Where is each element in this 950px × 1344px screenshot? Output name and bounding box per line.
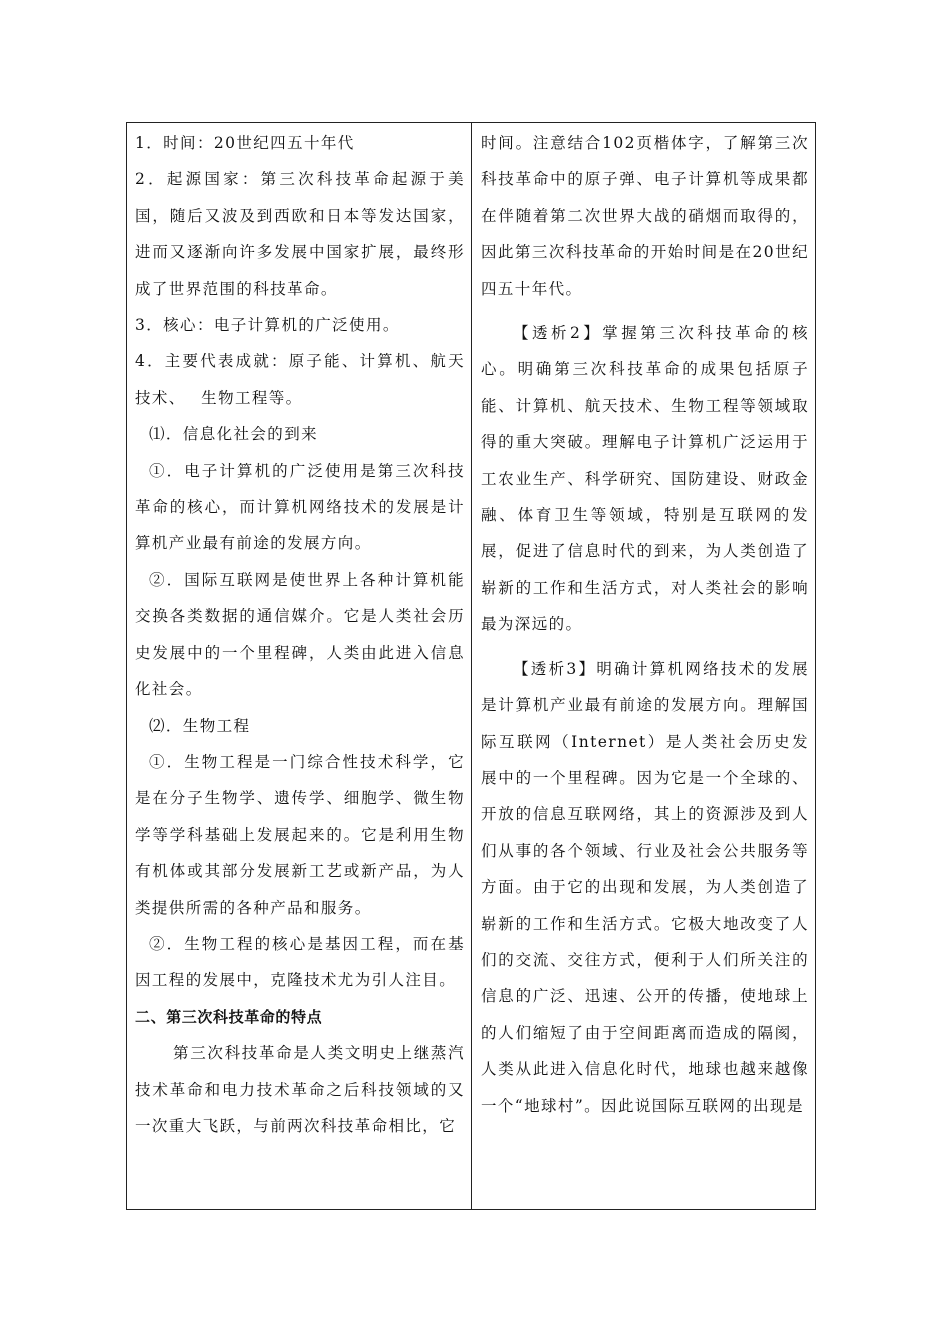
time-item: 1．时间：20世纪四五十年代	[135, 134, 355, 152]
time-analysis-paragraph: 时间。注意结合102页楷体字，了解第三次科技革命中的原子弹、电子计算机等成果都在伴随着第二次世界大战的硝烟而取得的，因此第三次科技革命的开始时间是在20世纪四五十年代。	[481, 134, 809, 298]
content-table	[126, 122, 816, 1210]
computer-paragraph: ①．电子计算机的广泛使用是第三次科技革命的核心，而计算机网络技术的发展是计算机产业最有前途的发展方向。	[135, 461, 465, 553]
left-column	[135, 125, 465, 1144]
gene-engineering-paragraph: ②．生物工程的核心是基因工程，而在基因工程的发展中，克隆技术尤为引人注目。	[135, 934, 465, 990]
origin-country-item: 2．起源国家：第三次科技革命起源于美国，随后又波及到西欧和日本等发达国家，进而又逐渐向许多发展中国家扩展，最终形成了世界范围的科技革命。	[135, 170, 465, 298]
column-divider	[471, 123, 472, 1209]
section-heading: 二、第三次科技革命的特点	[135, 1007, 323, 1026]
core-item: 3．核心：电子计算机的广泛使用。	[135, 316, 400, 335]
analysis-3-paragraph: 【透析3】明确计算机网络技术的发展是计算机产业最有前途的发展方向。理解国际互联网（Internet）是人类社会历史发展中的一个里程碑。因为它是一个全球的、开放的信息互联网络，其上的资源涉及到人们从事的各个领域、行业及社会公共服务等方面。由于它的出现和发展，为人类创造了崭新的工作和生活方式。它极大地改变了人们的交流、交往方式，便利于人们所关注的信息的广泛、迅速、公开的传播，使地球上的人们缩短了由于空间距离而造成的隔阂，人类从此进入信息化时代，地球也越来越像一个“地球村”。因此说国际互联网的出现是	[481, 659, 809, 1115]
characteristics-paragraph: 第三次科技革命是人类文明史上继蒸汽技术革命和电力技术革命之后科技领域的又一次重大飞跃，与前两次科技革命相比，它	[135, 1044, 465, 1135]
internet-paragraph: ②．国际互联网是使世界上各种计算机能交换各类数据的通信媒介。它是人类社会历史发展中的一个里程碑，人类由此进入信息化社会。	[135, 570, 465, 699]
bioengineering-subheading: ⑵．生物工程	[149, 716, 251, 735]
analysis-2-paragraph: 【透析2】掌握第三次科技革命的核心。明确第三次科技革命的成果包括原子能、计算机、航天技术、生物工程等领域取得的重大突破。理解电子计算机广泛运用于工农业生产、科学研究、国防建设、财政金融、体育卫生等领域，特别是互联网的发展，促进了信息时代的到来，为人类创造了崭新的工作和生活方式，对人类社会的影响最为深远的。	[481, 324, 809, 634]
info-society-subheading: ⑴．信息化社会的到来	[149, 425, 319, 444]
bioengineering-definition-paragraph: ①．生物工程是一门综合性技术科学，它是在分子生物学、遗传学、细胞学、微生物学等学科基础上发展起来的。它是利用生物有机体或其部分发展新工艺或新产品，为人类提供所需的各种产品和服务。	[135, 752, 465, 917]
right-column	[481, 125, 809, 1124]
achievements-item: 4．主要代表成就：原子能、计算机、航天技术、 生物工程等。	[135, 352, 465, 407]
